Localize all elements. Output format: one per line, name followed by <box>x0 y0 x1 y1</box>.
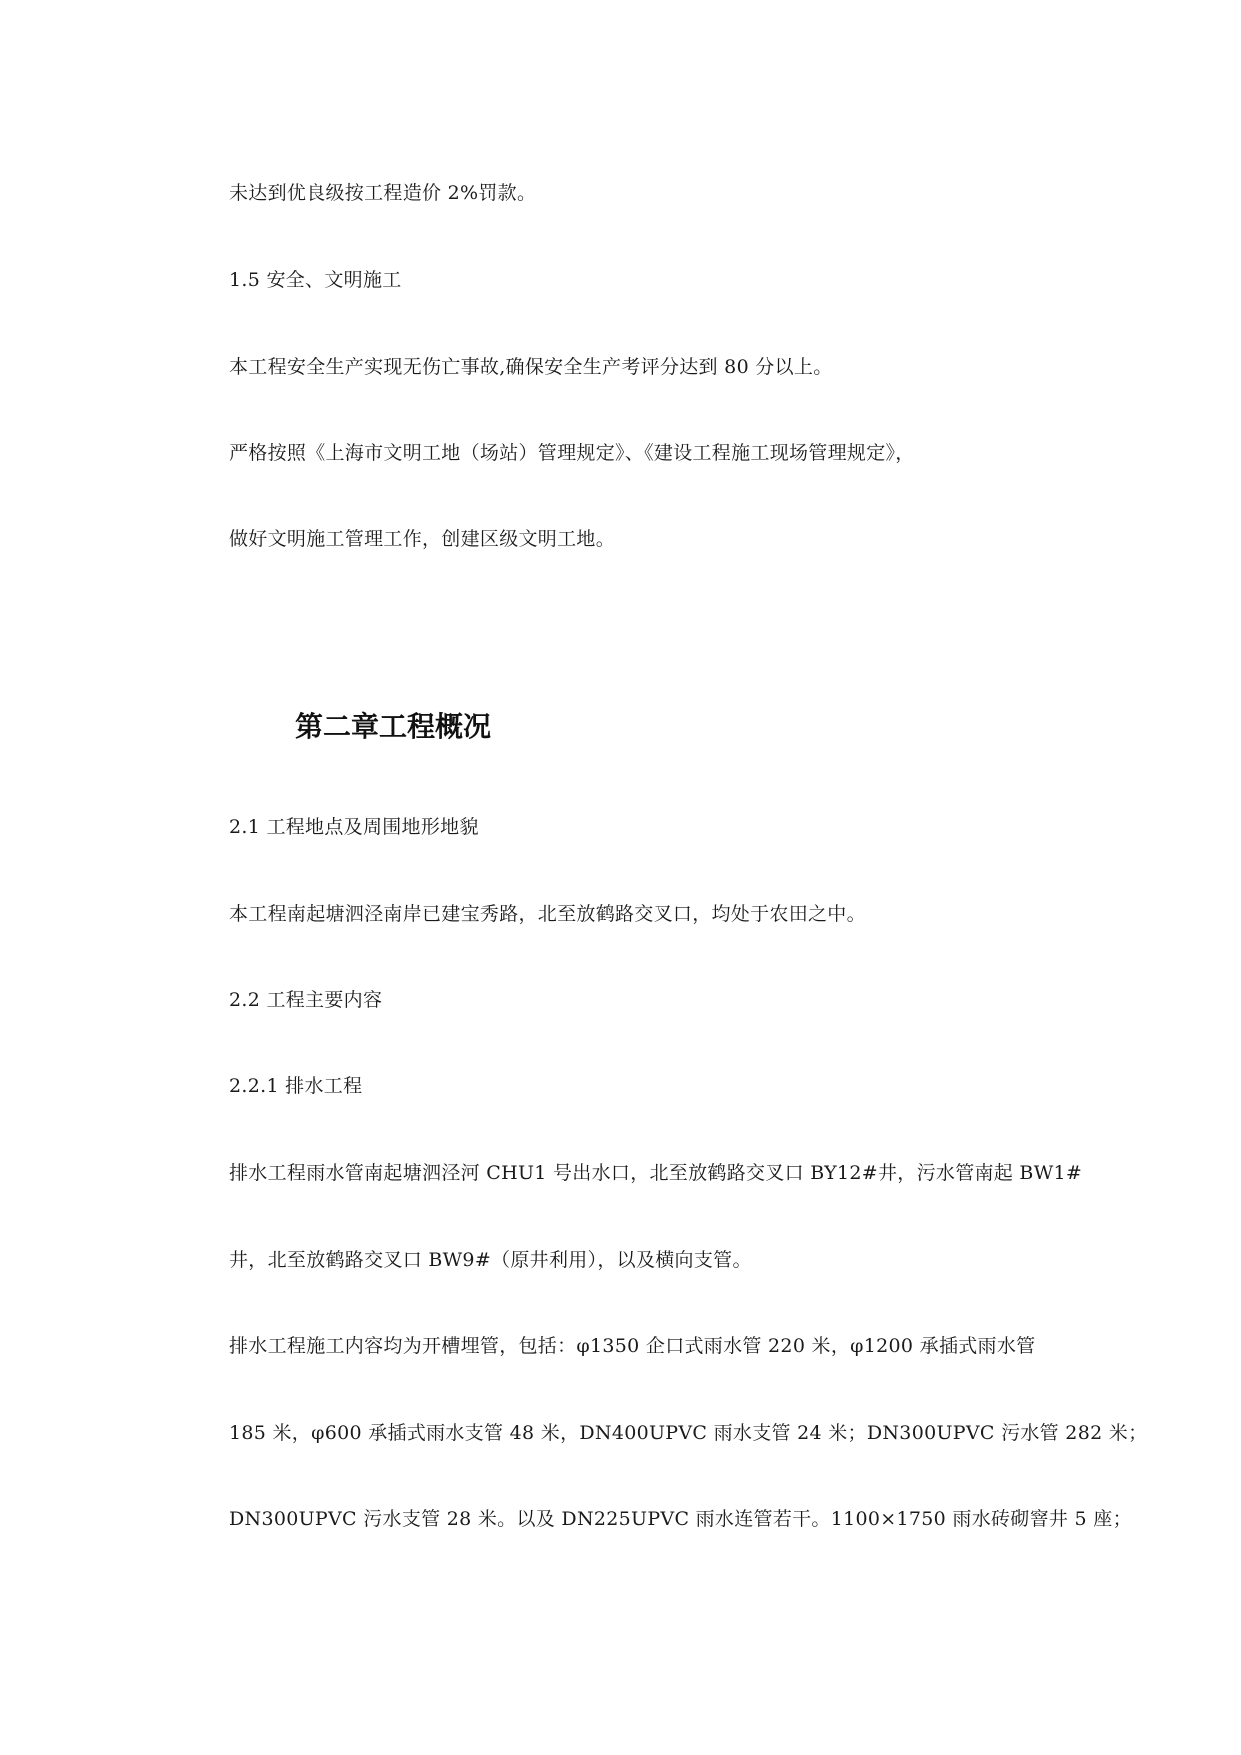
text-line-drainage-1: 排水工程雨水管南起塘泗泾河 CHU1 号出水口，北至放鹤路交叉口 BY12#井，污水管南起 BW1# <box>229 1162 1083 1184</box>
text-line-drainage-2: 井，北至放鹤路交叉口 BW9#（原井利用），以及横向支管。 <box>229 1249 752 1271</box>
text-line-civilized-site: 做好文明施工管理工作，创建区级文明工地。 <box>229 528 616 550</box>
text-line-location: 本工程南起塘泗泾南岸已建宝秀路，北至放鹤路交叉口，均处于农田之中。 <box>229 903 866 925</box>
section-heading-2-2-1: 2.2.1 排水工程 <box>229 1075 363 1097</box>
text-line-regulations: 严格按照《上海市文明工地（场站）管理规定》、《建设工程施工现场管理规定》， <box>229 442 915 464</box>
text-line-drainage-5: DN300UPVC 污水支管 28 米。以及 DN225UPVC 雨水连管若干。1100×1750 雨水砖砌窨井 5 座； <box>229 1508 1132 1530</box>
text-line-penalty: 未达到优良级按工程造价 2%罚款。 <box>229 182 537 204</box>
section-heading-2-2: 2.2 工程主要内容 <box>229 989 383 1011</box>
text-line-drainage-3: 排水工程施工内容均为开槽埋管，包括：φ1350 企口式雨水管 220 米，φ1200 承插式雨水管 <box>229 1335 1036 1357</box>
text-line-safety: 本工程安全生产实现无伤亡事故,确保安全生产考评分达到 80 分以上。 <box>229 356 833 378</box>
chapter-title: 第二章工程概况 <box>295 710 492 743</box>
text-line-drainage-4: 185 米，φ600 承插式雨水支管 48 米，DN400UPVC 雨水支管 24 米；DN300UPVC 污水管 282 米； <box>229 1422 1148 1444</box>
section-heading-2-1: 2.1 工程地点及周围地形地貌 <box>229 816 479 838</box>
section-heading-1-5: 1.5 安全、文明施工 <box>229 269 402 291</box>
